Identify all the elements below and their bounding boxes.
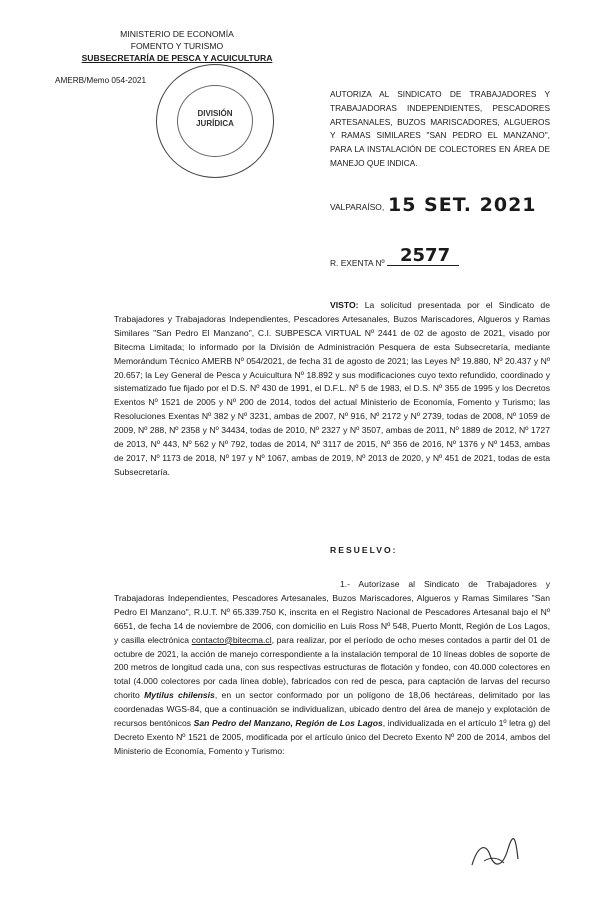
stamp-line-2: JURÍDICA xyxy=(196,119,234,128)
date-label: VALPARAÍSO, xyxy=(330,202,385,212)
division-stamp xyxy=(156,64,274,178)
ministry-header xyxy=(62,28,292,65)
visto-paragraph xyxy=(114,299,550,480)
signature-mark xyxy=(464,835,524,875)
resuelvo-heading: RESUELVO: xyxy=(330,545,398,555)
ministry-subname: FOMENTO Y TURISMO xyxy=(130,41,224,52)
resolution-number-row xyxy=(330,245,459,268)
article-1-part-b: , para realizar, por el período de ocho meses contados a partir del 01 de octubre de 2021, la acción de manejo correspondiente a la instalación temporal de 10 líneas dobles de soporte de 200 metros de longitud cada una, con sus respectivas estructuras de flotación y fondeo, con 40.000 colectores en total (4.000 colectores por cada línea doble), fabricados con red de pesca, para captación de larvas del recurso chorito xyxy=(114,634,550,701)
date-stamp: 15 SET. 2021 xyxy=(388,194,537,216)
memo-reference: AMERB/Memo 054-2021 xyxy=(55,76,147,85)
resolution-number: 2577 xyxy=(400,245,451,266)
subsecretariat-name: SUBSECRETARÍA DE PESCA Y ACUICULTURA xyxy=(81,53,273,64)
visto-keyword: VISTO: xyxy=(330,300,359,310)
visto-text: La solicitud presentada por el Sindicato de Trabajadores y Trabajadoras Independientes, Pescadores Artesanales, Buzos Mariscadores, Algueros y Ramas Similares "San Pedro El Manzano", C.I. SUBPESCA VIRTUAL Nº 2441 de 02 de agosto de 2021, visado por Bitecma Limitada; lo informado por la División de Administración Pesquera de esta Subsecretaría, mediante Memorándum Técnico AMERB Nº 054/2021, de fecha 31 de agosto de 2021; las Leyes Nº 19.880, Nº 20.437 y Nº 20.657; la Ley General de Pesca y Acuicultura Nº 18.892 y sus modificaciones cuyo texto refundido, coordinado y sistematizado fue fijado por el D.S. Nº 430 de 1991, el D.F.L. Nº 5 de 1983, el D.S. Nº 355 de 1995 y los Decretos Exentos Nº 1521 de 2005 y Nº 200 de 2014, todos del actual Ministerio de Economía, Fomento y Turismo; las Resoluciones Exentas Nº 382 y Nº 3231, ambas de 2007, Nº 916, Nº 2172 y Nº 2739, todas de 2008, Nº 1059 de 2009, Nº 288, Nº 2358 y Nº 34434, todas de 2010, Nº 2327 y Nº 3507, ambas de 2011, Nº 1889 de 2012, Nº 1727 de 2013, Nº 443, Nº 562 y Nº 792, todas de 2014, Nº 3117 de 2015, Nº 356 de 2016, Nº 1376 y Nº 1453, ambas de 2017, Nº 1173 de 2018, Nº 197 y Nº 1067, ambas de 2019, Nº 2013 de 2020, y Nº 451 de 2021, todas de esta Subsecretaría. xyxy=(114,300,550,477)
stamp-line-1: DIVISIÓN xyxy=(197,109,233,118)
article-1-part-c: , en un sector conformado por un polígono de 18,06 hectáreas, delimitado por las coordenadas WGS-84, que a continuación se individualizan, ubicado dentro del área de manejo y explotación de recursos bentónicos xyxy=(114,690,550,729)
stamp-text xyxy=(157,109,273,129)
contact-email-link[interactable]: contacto@bitecma.cl xyxy=(191,634,272,645)
resuelvo-article-1 xyxy=(114,578,550,759)
ministry-name: MINISTERIO DE ECONOMÍA xyxy=(120,29,234,39)
date-row xyxy=(330,194,537,216)
species-name: Mytilus chilensis xyxy=(144,690,215,701)
resolution-title: AUTORIZA AL SINDICATO DE TRABAJADORES Y TRABAJADORAS INDEPENDIENTES, PESCADORES ARTESANALES, BUZOS MARISCADORES, ALGUEROS Y RAMAS SIMILARES "SAN PEDRO EL MANZANO", PARA LA INSTALACIÓN DE COLECTORES EN ÁREA DE MANEJO QUE INDICA. xyxy=(330,89,550,168)
resolution-number-label: R. EXENTA Nº xyxy=(330,258,385,268)
article-1-part-a: 1.- Autorízase al Sindicato de Trabajadores y Trabajadoras Independientes, Pescadores Artesanales, Buzos Mariscadores, Algueros y Ramas Similares "San Pedro El Manzano", R.U.T. Nº 65.339.750 K, inscrita en el Registro Nacional de Pescadores Artesanal bajo el Nº 6651, de fecha 14 de noviembre de 2006, con domicilio en Luis Ross Nº 548, Puerto Montt, Región de Los Lagos, y casilla electrónica xyxy=(114,579,550,645)
management-area-name: San Pedro del Manzano, Región de Los Lagos xyxy=(193,718,383,729)
article-1-part-d: , individualizada en el artículo 1º letra g) del Decreto Exento Nº 1521 de 2005, modificada por el artículo único del Decreto Exento Nº 200 de 2014, ambos del Ministerio de Economía, Fomento y Turismo: xyxy=(114,718,550,756)
